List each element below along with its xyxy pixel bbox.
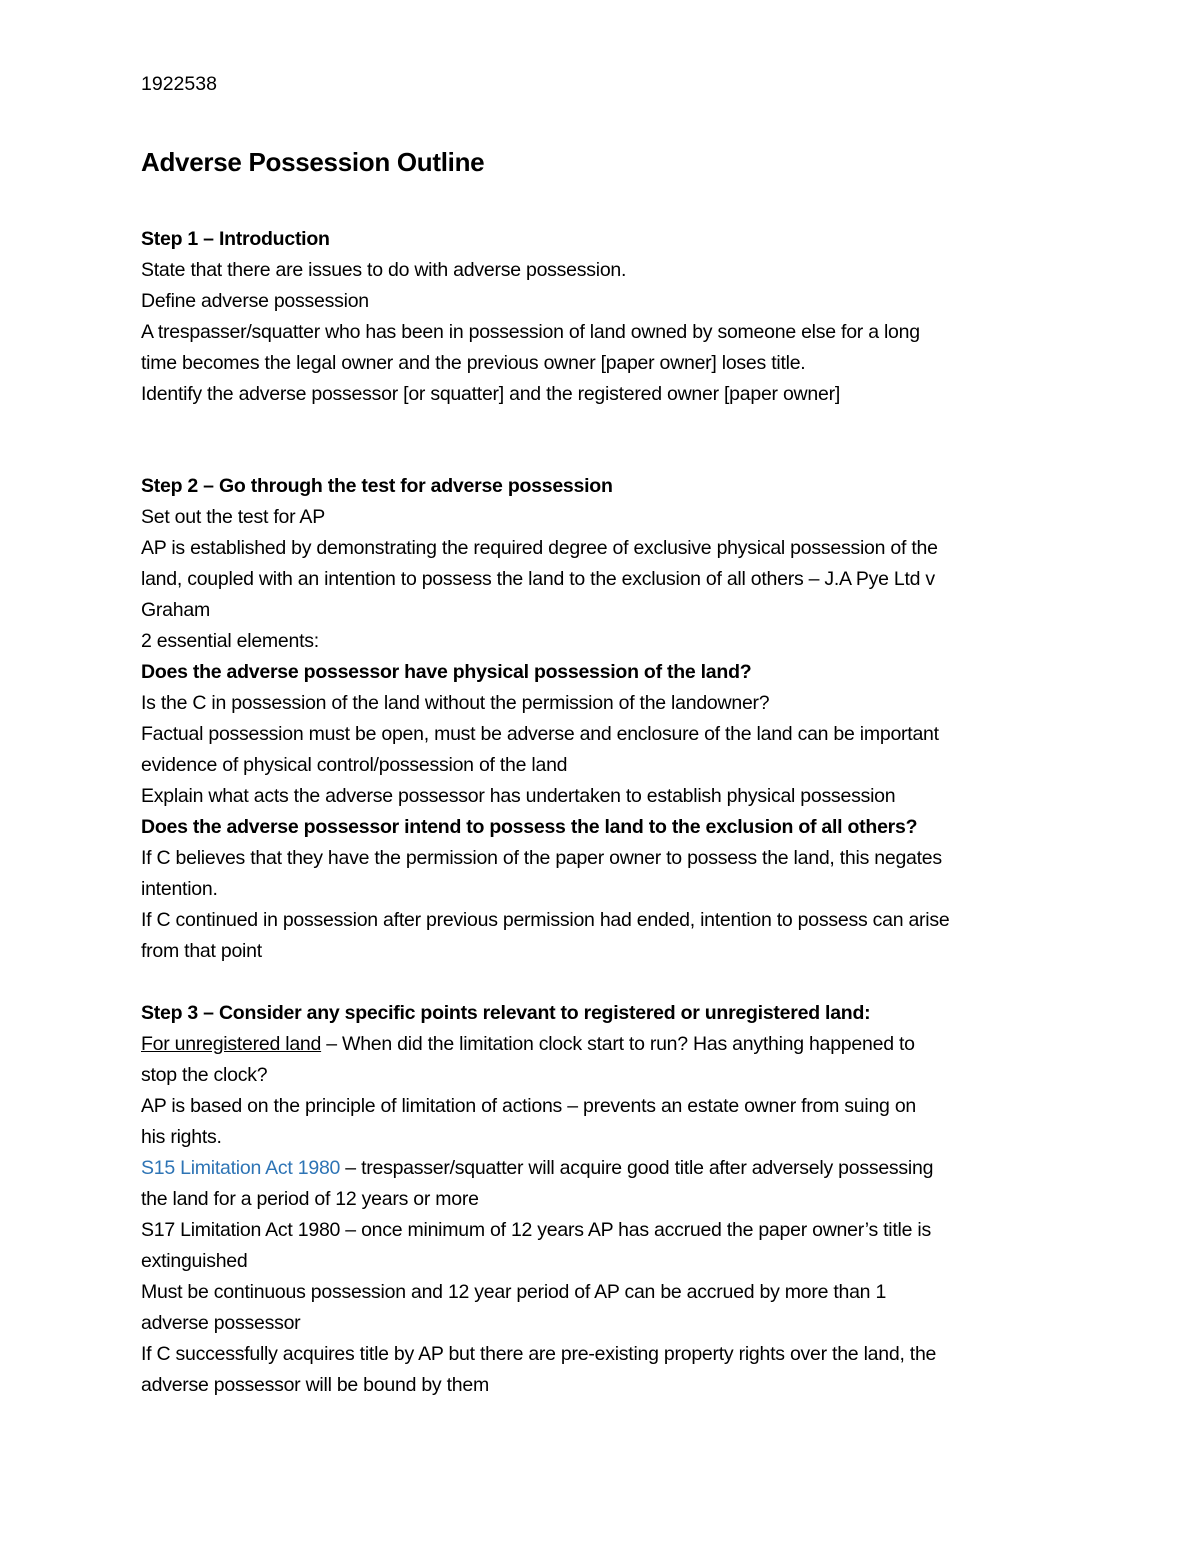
paragraph-line: Must be continuous possession and 12 year period of AP can be accrued by more than 1 — [141, 1281, 887, 1303]
paragraph-line: extinguished — [141, 1250, 248, 1272]
paragraph-line: from that point — [141, 940, 262, 962]
step-2-heading: Step 2 – Go through the test for adverse possession — [141, 475, 613, 497]
paragraph-line: time becomes the legal owner and the previous owner [paper owner] loses title. — [141, 352, 806, 374]
paragraph-line: AP is established by demonstrating the required degree of exclusive physical possession of the — [141, 537, 938, 559]
student-id: 1922538 — [141, 73, 217, 95]
s15-limitation-act-link[interactable]: S15 Limitation Act 1980 — [141, 1157, 341, 1179]
paragraph-line: Define adverse possession — [141, 290, 369, 312]
intention-subheading: Does the adverse possessor intend to possess the land to the exclusion of all others? — [141, 816, 918, 838]
paragraph-line: adverse possessor — [141, 1312, 301, 1334]
paragraph-line: State that there are issues to do with adverse possession. — [141, 259, 627, 281]
physical-possession-subheading: Does the adverse possessor have physical possession of the land? — [141, 661, 752, 683]
document-title: Adverse Possession Outline — [141, 147, 485, 177]
step-2-section — [141, 471, 949, 967]
paragraph-line: Explain what acts the adverse possessor has undertaken to establish physical possession — [141, 785, 896, 807]
paragraph-line: his rights. — [141, 1126, 222, 1148]
s15-text: – trespasser/squatter will acquire good title after adversely possessing — [340, 1157, 934, 1179]
paragraph-line: If C successfully acquires title by AP but there are pre-existing property rights over the land, the — [141, 1343, 937, 1365]
paragraph-line: 2 essential elements: — [141, 630, 319, 652]
paragraph-line: If C believes that they have the permission of the paper owner to possess the land, this negates — [141, 847, 942, 869]
paragraph-line: S17 Limitation Act 1980 – once minimum of 12 years AP has accrued the paper owner’s title is — [141, 1219, 931, 1241]
unregistered-land-text: – When did the limitation clock start to run? Has anything happened to — [321, 1033, 915, 1055]
paragraph-line: Graham — [141, 599, 210, 621]
paragraph-line: If C continued in possession after previous permission had ended, intention to possess can arise — [141, 909, 950, 931]
paragraph-line: A trespasser/squatter who has been in possession of land owned by someone else for a long — [141, 321, 920, 343]
paragraph-line: AP is based on the principle of limitation of actions – prevents an estate owner from suing on — [141, 1095, 917, 1117]
step-1-heading: Step 1 – Introduction — [141, 228, 330, 250]
paragraph-line: the land for a period of 12 years or more — [141, 1188, 479, 1210]
paragraph-line: Identify the adverse possessor [or squatter] and the registered owner [paper owner] — [141, 383, 840, 405]
s15-line — [141, 1153, 936, 1184]
step-3-heading: Step 3 – Consider any specific points relevant to registered or unregistered land: — [141, 1002, 871, 1024]
unregistered-land-label: For unregistered land — [141, 1033, 322, 1055]
paragraph-line: Factual possession must be open, must be adverse and enclosure of the land can be important — [141, 723, 939, 745]
step-3-section — [141, 998, 936, 1401]
step-1-section — [141, 224, 920, 410]
paragraph-line: land, coupled with an intention to possess the land to the exclusion of all others – J.A Pye Ltd v — [141, 568, 935, 590]
paragraph-line: Set out the test for AP — [141, 506, 325, 528]
paragraph-line: evidence of physical control/possession of the land — [141, 754, 568, 776]
unregistered-land-line — [141, 1029, 936, 1060]
paragraph-line: Is the C in possession of the land without the permission of the landowner? — [141, 692, 770, 714]
paragraph-line: adverse possessor will be bound by them — [141, 1374, 489, 1396]
paragraph-line: stop the clock? — [141, 1064, 268, 1086]
paragraph-line: intention. — [141, 878, 218, 900]
